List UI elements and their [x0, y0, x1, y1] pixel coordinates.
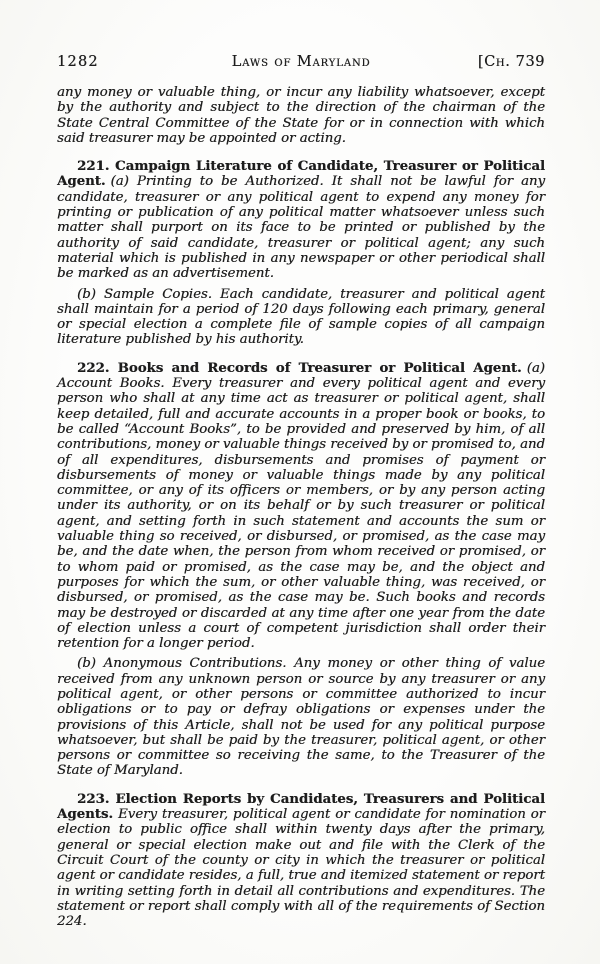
section-221-heading: 221. Campaign Literature of Candidate, Treasurer or Political Agent. — [57, 159, 545, 190]
running-title: Laws of Maryland — [231, 54, 371, 70]
section-223-paragraph — [57, 792, 545, 930]
section-223-text: Every treasurer, political agent or candidate for nomination or election to public office shall within twenty days after the primary, general or special election make out and file with the Clerk of the Circuit Court of the county or city in which the treasurer or political agent or candidate resides, a full, true and itemized statement or report in writing setting forth in detail all contributions and expenditures. The statement or report shall comply with all of the requirements of Section 224. — [57, 807, 545, 930]
section-222b-text: (b) Anonymous Contributions. Any money or other thing of value received from any unknown person or source by any treasurer or any political agent, or other persons or committee authorized to incur obligations or to pay or defray obligations or expenses under the provisions of this Article, shall not be used for any political purpose whatsoever, but shall be paid by the treasurer, political agent, or other persons or committee so receiving the same, to the Treasurer of the State of Maryland. — [57, 656, 545, 779]
section-222b-paragraph — [57, 656, 545, 778]
section-222-text: (a) Account Books. Every treasurer and every political agent and every person who shall at any time act as treasurer or political agent, shall keep detailed, full and accurate accounts in a proper book or books, to be called “Account Books”, to be provided and preserved by him, of all contributions, money or valuable things received by or promised to, and of all expenditures, disbursements and promises of payment or disbursements of money or valuable things made by any political committee, or any of its officers or members, or by any person acting under its authority, or on its behalf or by such treasurer or political agent, and setting forth in such statement and accounts the sum or valuable thing so received, or disbursed, or promised, as the case may be, and the date when, the person from whom received or promised, or to whom paid or promised, as the case may be, and the object and purposes for which the sum, or other valuable thing, was received, or disbursed, or promised, as the case may be. Such books and records may be destroyed or discarded at any time after one year from the date of election unless a court of competent jurisdiction shall order their retention for a longer period. — [57, 360, 545, 652]
page-number: 1282 — [57, 54, 99, 70]
page-header — [57, 0, 545, 70]
section-223-heading: 223. Election Reports by Candidates, Treasurers and Political Agents. — [57, 791, 545, 823]
section-221b-text: (b) Sample Copies. Each candidate, treasurer and political agent shall maintain for a period of 120 days following each primary, general or special election a complete file of sample copies of all campaign literature published by his authority. — [57, 286, 545, 348]
chapter-reference: [Ch. 739 — [477, 54, 545, 70]
section-222-paragraph — [57, 361, 545, 652]
section-221b-paragraph — [57, 287, 545, 348]
paragraph-text: any money or valuable thing, or incur any liability whatsoever, except by the authority and subject to the direction of the chairman of the State Central Committee of the State for or in connection with which said treasurer may be appointed or acting. — [57, 85, 545, 146]
section-222-heading: 222. Books and Records of Treasurer or Political Agent. — [77, 360, 522, 376]
statute-text-body — [57, 85, 545, 929]
paragraph-continuation — [57, 85, 545, 146]
section-221-paragraph — [57, 159, 545, 281]
section-221-text: (a) Printing to be Authorized. It shall not be lawful for any candidate, treasurer or any political agent to expend any money for printing or publication of any political matter whatsoever unless such matter shall purport on its face to be printed or published by the authority of said candidate, treasurer or political agent; any such material which is published in any newspaper or other periodical shall be marked as an advertisement. — [57, 174, 545, 282]
